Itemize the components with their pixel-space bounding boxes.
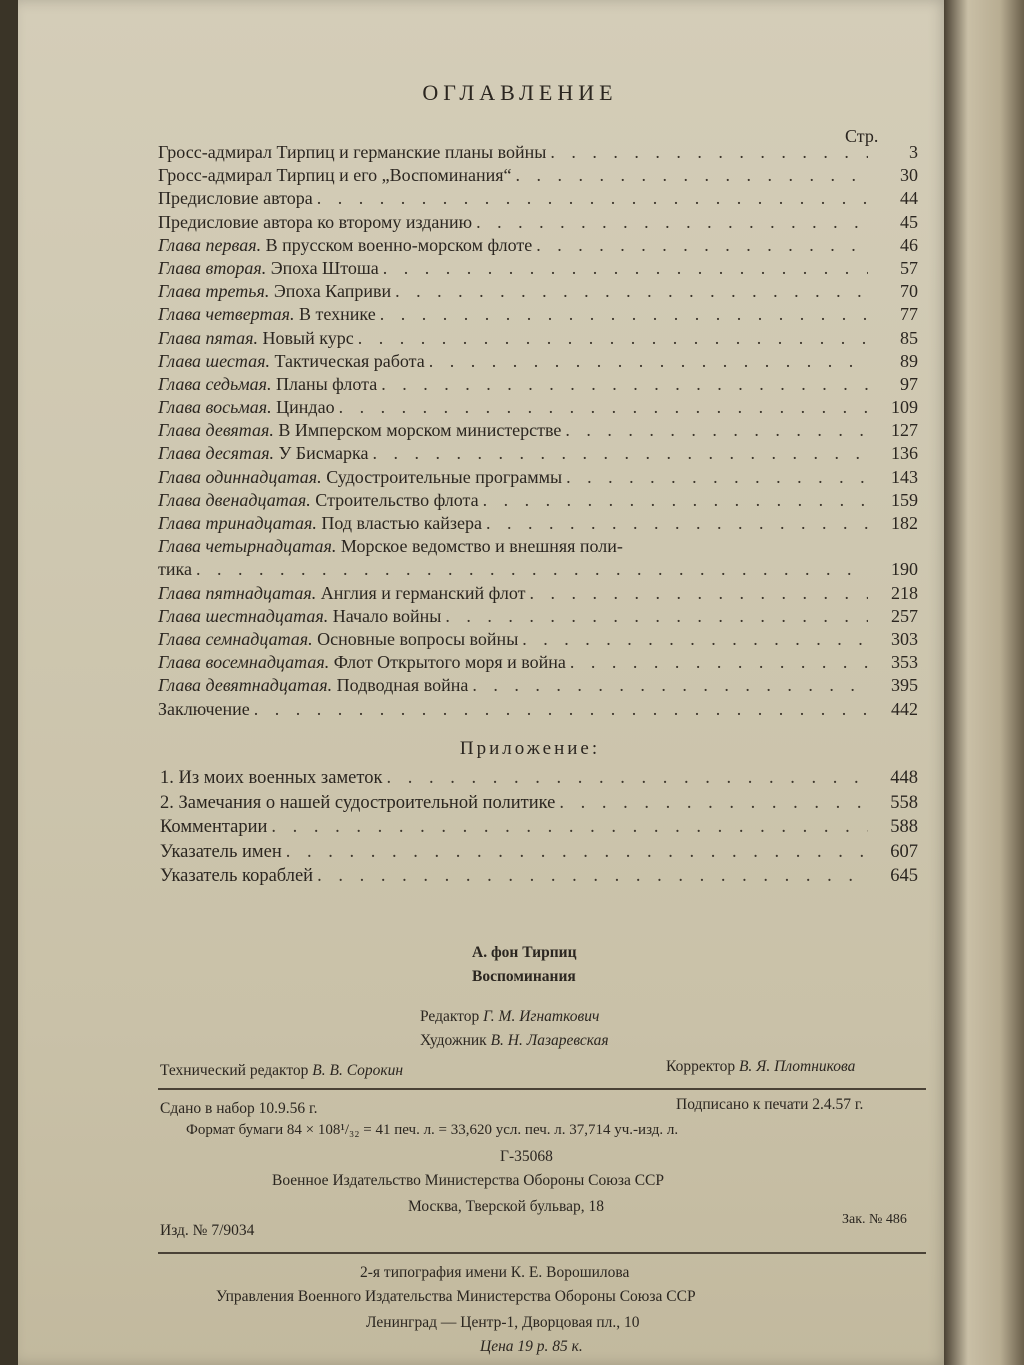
toc-entry-title xyxy=(158,165,512,186)
leader-dots xyxy=(286,842,868,863)
page-number: 303 xyxy=(891,628,918,649)
table-of-contents xyxy=(158,142,918,722)
toc-entry-title xyxy=(158,188,313,209)
chapter-title: Эпоха Каприви xyxy=(269,281,392,302)
book-title: Воспоминания xyxy=(472,968,576,985)
appendix-entry xyxy=(160,817,918,842)
leader-dots xyxy=(380,304,868,325)
toc-entry-title xyxy=(158,652,566,673)
page-number: 127 xyxy=(891,420,918,441)
page-number: 588 xyxy=(890,817,918,837)
leader-dots xyxy=(566,467,868,488)
leader-dots xyxy=(529,583,868,604)
page-number: 89 xyxy=(900,350,918,371)
toc-entry-title xyxy=(158,420,561,441)
leader-dots xyxy=(271,817,868,838)
toc-entry xyxy=(158,490,918,513)
leader-dots xyxy=(565,420,868,441)
chapter-number: Глава шестая. xyxy=(158,350,270,371)
paper-format: Формат бумаги 84 × 108¹/₃₂ = 41 печ. л. = 33,620 усл. печ. л. 37,714 уч.-изд. л. xyxy=(186,1122,679,1138)
corrector-name: В. Я. Плотникова xyxy=(738,1058,856,1075)
toc-entry-title xyxy=(158,212,472,233)
page-number: 44 xyxy=(900,188,918,209)
leader-dots xyxy=(254,699,868,720)
toc-entry xyxy=(158,281,918,304)
chapter-title: Начало войны xyxy=(328,605,442,626)
page-number: 353 xyxy=(891,652,918,673)
page-number: 182 xyxy=(891,513,918,533)
chapter-title: Морское ведомство и внешняя поли- xyxy=(336,536,623,557)
toc-entry-title xyxy=(158,281,391,302)
artist-name: В. Н. Лазаревская xyxy=(490,1032,609,1049)
appendix-entry xyxy=(160,768,918,793)
artist-line xyxy=(420,1032,609,1050)
leader-dots xyxy=(536,235,868,256)
corrector-line xyxy=(666,1058,855,1076)
toc-entry xyxy=(158,699,918,722)
author-name: А. фон Тирпиц xyxy=(472,944,577,961)
tech-editor-name: В. В. Сорокин xyxy=(312,1062,404,1079)
signed-to-print: Подписано к печати 2.4.57 г. xyxy=(676,1096,864,1113)
page-number: 136 xyxy=(891,443,918,464)
toc-entry xyxy=(158,629,918,652)
corrector-label: Корректор xyxy=(666,1058,736,1075)
page-number: 3 xyxy=(909,142,918,162)
appendix-entry xyxy=(160,866,918,891)
appendix-entry-title: 1. Из моих военных заметок xyxy=(160,768,383,788)
toc-entry xyxy=(158,374,918,397)
page-edge xyxy=(944,0,1024,1365)
page-number: 159 xyxy=(891,489,918,510)
chapter-title: Подводная война xyxy=(332,675,469,696)
printer-address: Ленинград — Центр-1, Дворцовая пл., 10 xyxy=(366,1314,640,1331)
chapter-title: Циндао xyxy=(271,397,335,418)
chapter-number: Глава четырнадцатая. xyxy=(158,536,337,557)
toc-entry xyxy=(158,351,918,374)
artist-label: Художник xyxy=(420,1032,487,1049)
page-number: 143 xyxy=(891,466,918,487)
chapter-number: Глава пятая. xyxy=(158,327,258,348)
toc-entry-title xyxy=(158,513,482,534)
toc-entry xyxy=(158,652,918,675)
toc-entry xyxy=(158,258,918,281)
chapter-title: Тактическая работа xyxy=(269,350,425,371)
editor-label: Редактор xyxy=(420,1008,480,1025)
leader-dots xyxy=(381,374,868,395)
chapter-number: Глава десятая. xyxy=(158,443,275,464)
toc-entry-title xyxy=(158,559,192,580)
chapter-title: Флот Открытого моря и война xyxy=(329,652,566,673)
page-number: 57 xyxy=(900,257,918,278)
toc-entry xyxy=(158,559,918,582)
chapter-number: Глава первая. xyxy=(158,234,262,255)
toc-entry xyxy=(158,420,918,443)
code-number: Г-35068 xyxy=(500,1148,553,1165)
leader-dots xyxy=(317,188,868,209)
chapter-number: Глава тринадцатая. xyxy=(158,513,317,533)
leader-dots xyxy=(386,768,868,789)
page-number: 395 xyxy=(891,675,918,696)
chapter-title: Судостроительные программы xyxy=(321,466,563,487)
leader-dots xyxy=(522,629,868,650)
appendix-entry-title: 2. Замечания о нашей судостроительной политике xyxy=(160,792,556,813)
toc-entry xyxy=(158,235,918,258)
leader-dots xyxy=(445,606,868,627)
page-number: 448 xyxy=(890,768,918,788)
page-number: 45 xyxy=(900,211,918,232)
editor-name: Г. М. Игнаткович xyxy=(483,1008,600,1025)
appendix-title: Приложение: xyxy=(459,738,601,759)
leader-dots xyxy=(339,397,868,418)
appendix-entry xyxy=(160,842,918,867)
page-title: ОГЛАВЛЕНИЕ xyxy=(422,80,618,105)
leader-dots xyxy=(429,351,868,372)
appendix-entry xyxy=(160,793,918,818)
chapter-number: Глава четвертая. xyxy=(158,304,295,325)
chapter-title: В технике xyxy=(294,304,376,325)
divider xyxy=(158,1252,926,1254)
chapter-title: Гросс-адмирал Тирпиц и германские планы войны xyxy=(158,142,547,162)
order-number: Зак. № 486 xyxy=(842,1212,907,1227)
leader-dots xyxy=(395,281,868,302)
chapter-title: Основные вопросы войны xyxy=(312,628,519,649)
leader-dots xyxy=(476,212,868,233)
toc-entry xyxy=(158,165,918,188)
chapter-number: Глава восемнадцатая. xyxy=(158,652,330,673)
toc-entry-title xyxy=(158,258,379,279)
chapter-number: Глава пятнадцатая. xyxy=(158,582,317,603)
toc-entry xyxy=(158,675,918,698)
chapter-title: Строительство флота xyxy=(310,489,479,510)
toc-entry-title xyxy=(158,490,479,511)
page-number: 30 xyxy=(900,165,918,186)
chapter-number: Глава третья. xyxy=(158,281,270,302)
toc-entry xyxy=(158,328,918,351)
tech-editor-label: Технический редактор xyxy=(160,1062,309,1079)
toc-entry xyxy=(158,513,918,536)
page-number: 607 xyxy=(890,841,918,862)
toc-entry-title xyxy=(158,467,562,488)
chapter-title: В прусском военно-морском флоте xyxy=(261,234,533,255)
toc-entry-title xyxy=(158,304,376,325)
toc-entry-title xyxy=(158,397,335,418)
chapter-number: Глава девятнадцатая. xyxy=(158,675,333,696)
page-number: 645 xyxy=(890,866,918,886)
leader-dots xyxy=(483,490,868,511)
toc-entry xyxy=(158,188,918,211)
leader-dots xyxy=(559,793,868,814)
toc-entry xyxy=(158,606,918,629)
chapter-number: Глава седьмая. xyxy=(158,373,272,394)
toc-entry xyxy=(158,397,918,420)
chapter-number: Глава двенадцатая. xyxy=(158,489,311,510)
chapter-number: Глава девятая. xyxy=(158,420,274,441)
chapter-title: Планы флота xyxy=(271,373,378,394)
chapter-title: В Имперском морском министерстве xyxy=(273,420,562,441)
page-column-label: Стр. xyxy=(845,126,879,146)
chapter-title: Гросс-адмирал Тирпиц и его „Воспоминания“ xyxy=(158,165,512,186)
page-number: 257 xyxy=(891,605,918,626)
toc-entry-title xyxy=(158,629,518,650)
page-number: 190 xyxy=(891,559,918,580)
toc-entry xyxy=(158,142,918,165)
toc-entry xyxy=(158,467,918,490)
page-number: 85 xyxy=(900,327,918,348)
toc-entry xyxy=(158,443,918,466)
publisher-address: Москва, Тверской бульвар, 18 xyxy=(408,1198,604,1215)
leader-dots xyxy=(570,652,868,673)
chapter-number: Глава одиннадцатая. xyxy=(158,466,322,487)
appendix-entry-title: Комментарии xyxy=(160,817,268,837)
chapter-title: Под властью кайзера xyxy=(316,513,482,533)
toc-entry-title xyxy=(158,443,368,464)
leader-dots xyxy=(317,866,868,887)
page-number: 218 xyxy=(891,582,918,603)
leader-dots xyxy=(472,675,868,696)
toc-entry-title xyxy=(158,699,250,720)
toc-entry xyxy=(158,212,918,235)
izd-number: Изд. № 7/9034 xyxy=(160,1222,255,1239)
leader-dots xyxy=(550,142,868,163)
leader-dots xyxy=(486,513,868,534)
toc-entry-title xyxy=(158,606,441,627)
appendix-entry-title: Указатель имен xyxy=(160,841,282,862)
chapter-number: Глава шестнадцатая. xyxy=(158,605,329,626)
appendix-entry-title: Указатель кораблей xyxy=(160,866,314,886)
toc-entry-title xyxy=(158,675,468,696)
leader-dots xyxy=(372,443,868,464)
tech-editor-line xyxy=(160,1062,403,1080)
page-number: 109 xyxy=(891,397,918,418)
toc-entry-title xyxy=(158,351,425,372)
chapter-title: Предисловие автора ко второму изданию xyxy=(158,211,473,232)
chapter-title: Заключение xyxy=(158,698,250,719)
page-number: 77 xyxy=(900,304,918,325)
page-number: 46 xyxy=(900,234,918,255)
page-number: 97 xyxy=(900,373,918,394)
toc-entry-title xyxy=(158,583,525,604)
chapter-number: Глава восьмая. xyxy=(158,397,272,418)
publisher: Военное Издательство Министерства Обороны Союза ССР xyxy=(272,1172,665,1189)
page-number: 558 xyxy=(890,792,918,813)
toc-entry-title xyxy=(158,142,546,163)
toc-entry-title xyxy=(158,536,623,557)
page-number: 70 xyxy=(900,281,918,302)
chapter-number: Глава вторая. xyxy=(158,257,267,278)
chapter-title: Новый курс xyxy=(258,327,354,348)
divider xyxy=(158,1088,926,1090)
chapter-title: У Бисмарка xyxy=(274,443,369,464)
chapter-number: Глава семнадцатая. xyxy=(158,628,313,649)
printer-name: 2-я типография имени К. Е. Ворошилова xyxy=(360,1264,630,1281)
chapter-title: Предисловие автора xyxy=(158,188,313,209)
toc-entry xyxy=(158,536,918,559)
toc-entry xyxy=(158,304,918,327)
toc-entry-title xyxy=(158,374,377,395)
leader-dots xyxy=(516,165,868,186)
leader-dots xyxy=(383,258,868,279)
chapter-title: Англия и германский флот xyxy=(316,582,526,603)
printer-org: Управления Военного Издательства Министерства Обороны Союза ССР xyxy=(216,1288,696,1305)
page-number: 442 xyxy=(891,698,918,719)
leader-dots xyxy=(196,559,868,580)
price: Цена 19 р. 85 к. xyxy=(480,1338,583,1355)
sent-to-print: Сдано в набор 10.9.56 г. xyxy=(160,1100,318,1117)
editor-line xyxy=(420,1008,599,1026)
chapter-title: тика xyxy=(158,559,192,580)
toc-entry-title xyxy=(158,235,532,256)
toc-entry xyxy=(158,583,918,606)
appendix-list xyxy=(160,768,918,891)
chapter-title: Эпоха Штоша xyxy=(266,257,379,278)
toc-entry-title xyxy=(158,328,354,349)
leader-dots xyxy=(358,328,868,349)
